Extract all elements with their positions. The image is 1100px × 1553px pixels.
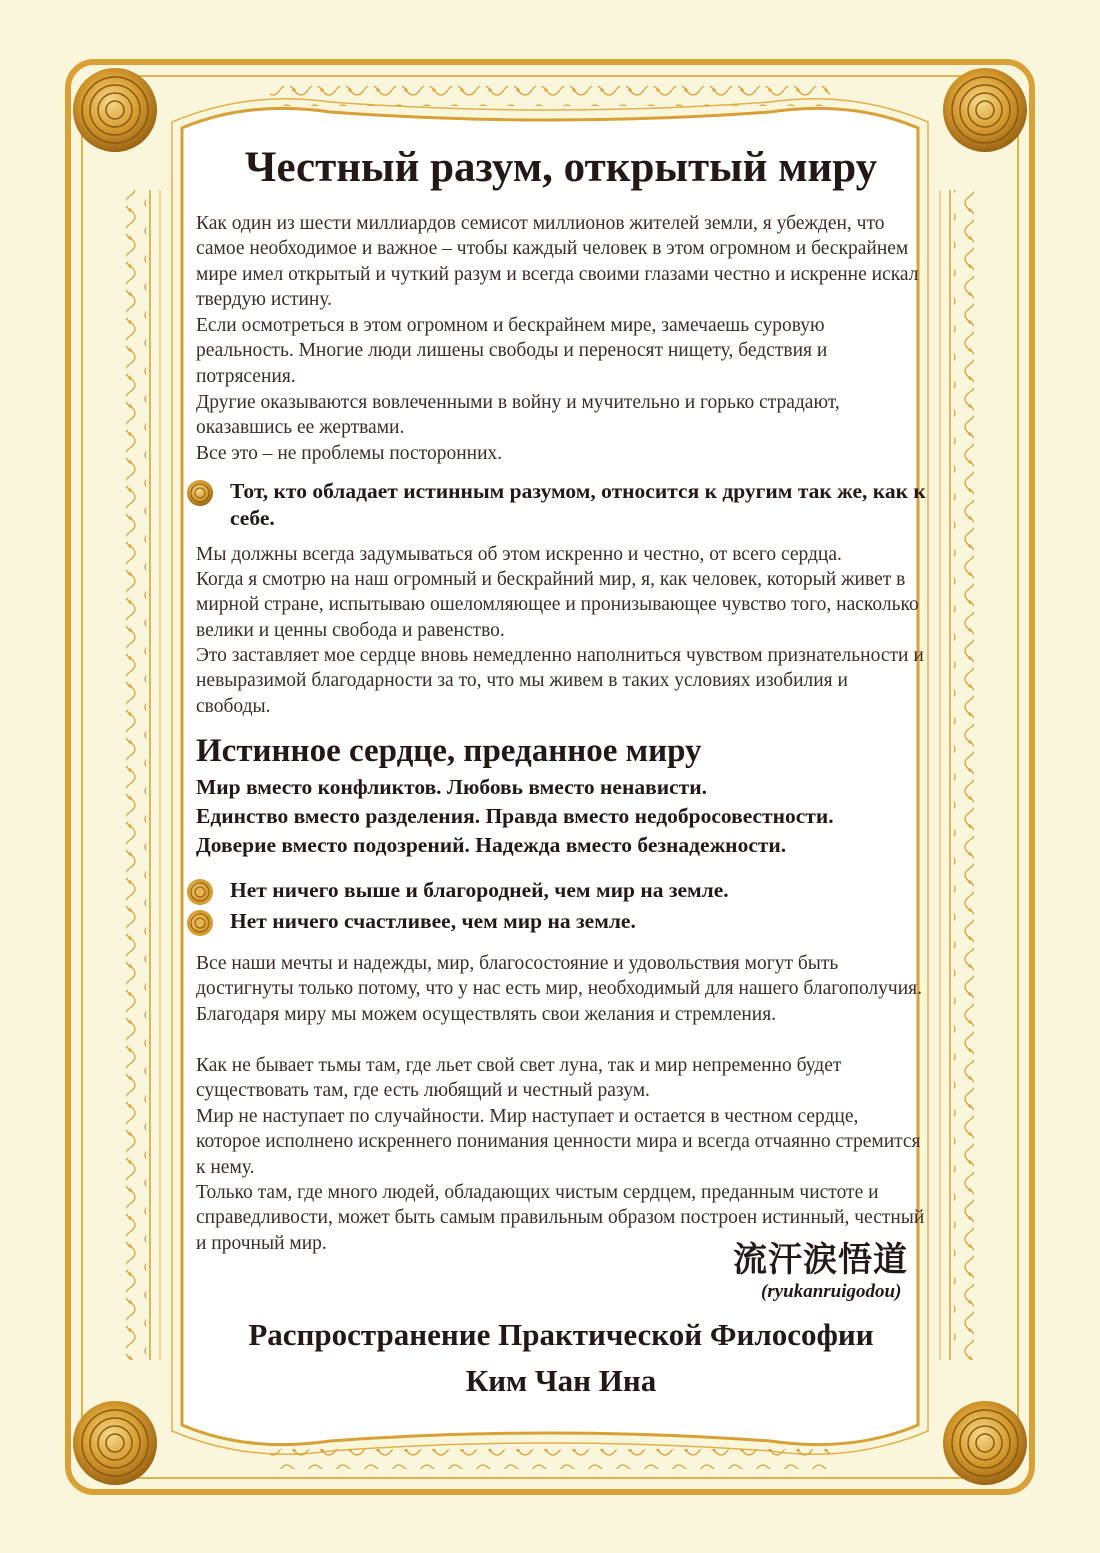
motto-line: Единство вместо разделения. Правда вместо недобросовестности.	[196, 804, 834, 828]
gold-coin-icon	[186, 479, 214, 507]
page-title: Честный разум, открытый миру	[244, 144, 878, 191]
bullet-item	[186, 478, 926, 532]
gold-disc-icon	[943, 1401, 1027, 1485]
gold-disc-icon	[943, 68, 1027, 152]
intro-paragraph: Другие оказываются вовлеченными в войну и мучительно и горько страдают, оказавшись ее жертвами.	[196, 392, 840, 439]
gold-coin-icon	[186, 909, 214, 937]
gold-coin-icon	[186, 878, 214, 906]
motto-line: Мир вместо конфликтов. Любовь вместо ненависти.	[196, 775, 707, 799]
intro-paragraph: Если осмотреться в этом огромном и бескрайнем мире, замечаешь суровую реальность. Многие люди лишены свободы и переносят нищету, бедствия и потрясения.	[196, 315, 828, 387]
closing-paragraph: Только там, где много людей, обладающих чистым сердцем, преданным чистоте и справедливости, может быть самым правильным образом построен истинный, честный и прочный мир.	[196, 1182, 925, 1254]
motto-lines	[196, 773, 936, 860]
bullet-text: Нет ничего выше и благородней, чем мир на земле.	[230, 878, 729, 902]
bullet-text: Тот, кто обладает истинным разумом, относится к другим так же, как к себе.	[230, 479, 926, 530]
intro-paragraph: Как один из шести миллиардов семисот миллионов жителей земли, я убежден, что самое необходимое и важное – чтобы каждый человек в этом огромном и бескрайнем мире имел открытый и чуткий разум и всегда своими глазами честно и искренне искал твердую истину.	[196, 213, 919, 311]
body-paragraph: Когда я смотрю на наш огромный и бескрайний мир, я, как человек, который живет в мирной стране, испытываю ошеломляющее и пронизывающее чувство того, насколько велики и ценны свобода и равенство.	[196, 569, 919, 641]
gold-disc-icon	[73, 68, 157, 152]
body-paragraph: Мы должны всегда задумываться об этом искренно и честно, от всего сердца.	[196, 544, 842, 565]
motto-line: Доверие вместо подозрений. Надежда вместо безнадежности.	[196, 833, 787, 857]
footer-line: Распространение Практической Философии	[248, 1317, 874, 1352]
section-heading: Истинное сердце, преданное миру	[196, 733, 702, 769]
closing-paragraph: Все наши мечты и надежды, мир, благосостояние и удовольствия могут быть достигнуты только потому, что у нас есть мир, необходимый для нашего благополучия. Благодаря миру мы можем осуществлять свои желания и стремления.	[196, 953, 923, 1025]
bullet-item	[186, 877, 926, 904]
closing-paragraph: Мир не наступает по случайности. Мир наступает и остается в честном сердце, которое исполнено искреннего понимания ценности мира и всегда отчаянно стремится к нему.	[196, 1106, 921, 1178]
bullet-item	[186, 908, 926, 935]
footer-line: Ким Чан Ина	[465, 1363, 657, 1398]
gold-disc-icon	[73, 1401, 157, 1485]
signature-romaji: (ryukanruigodou)	[761, 1281, 902, 1302]
bullet-text: Нет ничего счастливее, чем мир на земле.	[230, 909, 636, 933]
intro-paragraph: Все это – не проблемы посторонних.	[196, 443, 503, 464]
signature-kanji: 流汗涙悟道	[733, 1240, 908, 1280]
closing-paragraph: Как не бывает тьмы там, где льет свой свет луна, так и мир непременно будет существовать там, где есть любящий и честный разум.	[196, 1055, 842, 1102]
body-paragraph: Это заставляет мое сердце вновь немедленно наполниться чувством признательности и невыразимой благодарности за то, что мы живем в таких условиях изобилия и свободы.	[196, 645, 924, 717]
